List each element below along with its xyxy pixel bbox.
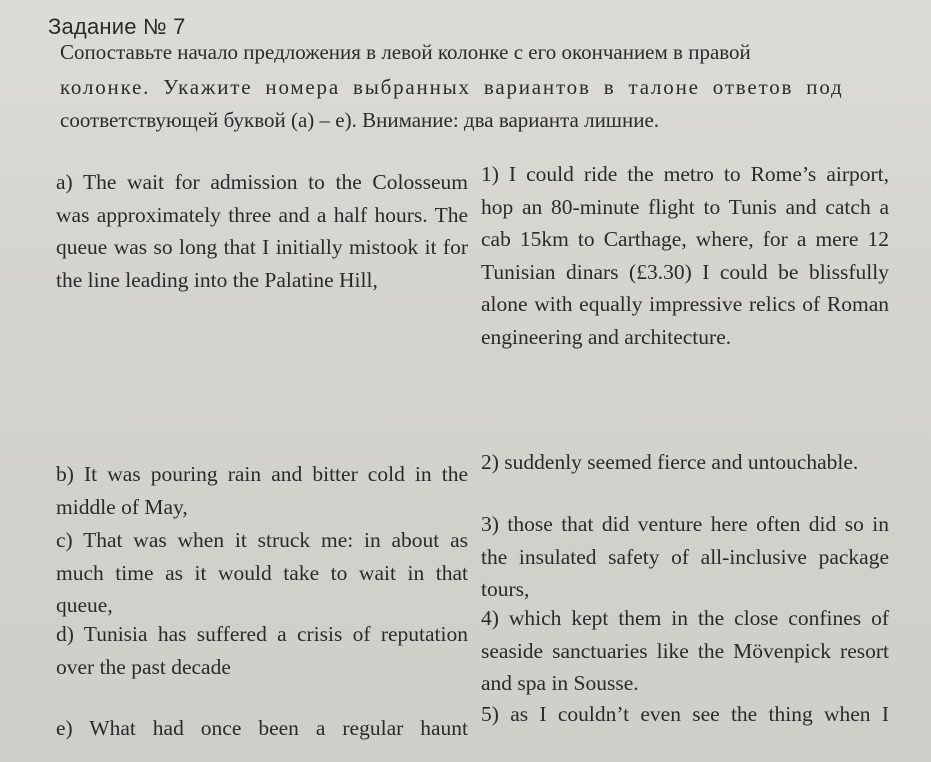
ending-option-1: 1) I could ride the metro to Rome’s airport, hop an 80-minute flight to Tunis and catch a cab 15km to Carthage, where, for a mere 12 Tunisian dinars (£3.30) I could be blissfully alone with equally impressive relics of Roman engineering and architecture. (481, 162, 889, 349)
ending-option-2: 2) suddenly seemed fierce and untouchable. (481, 450, 859, 474)
instruction-line-2: колонке. Укажите номера выбранных вариантов в талоне ответов под (60, 75, 844, 99)
ending-option-4: 4) which kept them in the close confines of seaside sanctuaries like the Mövenpick resort and spa in Sousse. (481, 606, 889, 695)
sentence-start-a: a) The wait for admission to the Colosseum was approximately three and a half hours. The queue was so long that I initially mistook it for the line leading into the Palatine Hill, (56, 170, 468, 292)
instruction-line-1: Сопоставьте начало предложения в левой колонке с его окончанием в правой (60, 40, 751, 64)
task-title: Задание № 7 (48, 14, 186, 39)
sentence-start-b: b) It was pouring rain and bitter cold in the middle of May, (56, 462, 468, 519)
sentence-start-d: d) Tunisia has suffered a crisis of reputation over the past decade (56, 622, 468, 679)
instruction-line-3: соответствующей буквой (a) – e). Внимание: два варианта лишние. (60, 108, 660, 132)
ending-option-5: 5) as I couldn’t even see the thing when I (481, 702, 889, 726)
sentence-start-c: c) That was when it struck me: in about as much time as it would take to wait in that queue, (56, 528, 468, 617)
sentence-start-e: e) What had once been a regular haunt (56, 716, 468, 740)
ending-option-3: 3) those that did venture here often did so in the insulated safety of all-inclusive package tours, (481, 512, 889, 601)
